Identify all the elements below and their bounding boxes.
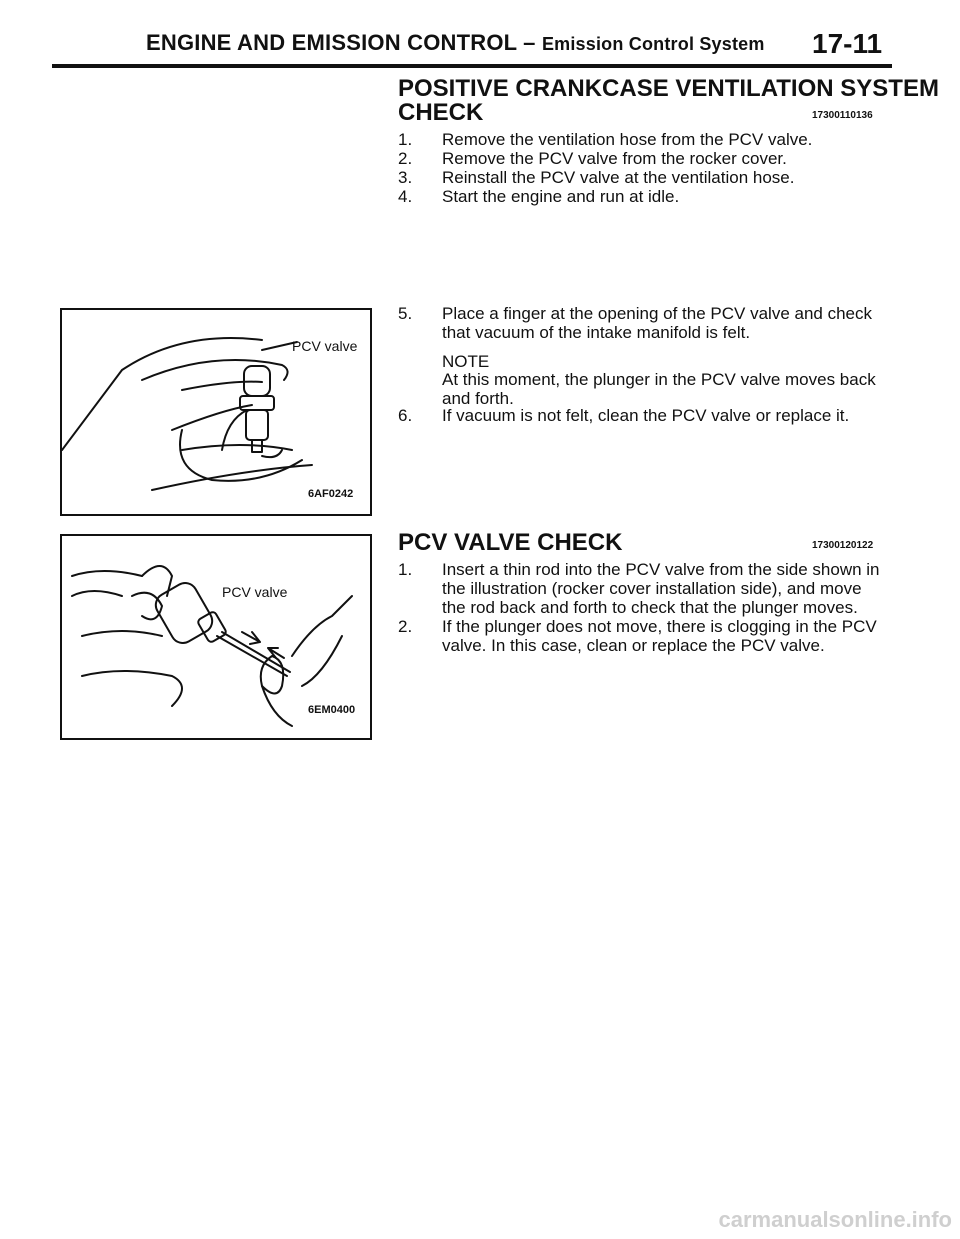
figure-pcv-valve-rod (60, 534, 372, 740)
section-code: 17300120122 (812, 540, 874, 551)
note-label: NOTE (442, 352, 490, 371)
steps-list-2 (398, 304, 884, 342)
list-item: 5. Place a finger at the opening of the PCV valve and check that vacuum of the intake manifold is felt. (398, 304, 872, 342)
section-code: 17300110136 (812, 110, 873, 121)
steps-list-4 (398, 560, 884, 655)
section-title-pcv-system: POSITIVE CRANKCASE VENTILATION SYSTEM (398, 75, 939, 102)
note-text: At this moment, the plunger in the PCV valve moves back and forth. (442, 370, 876, 408)
list-item: 1. Remove the ventilation hose from the PCV valve. (398, 130, 813, 149)
figure-pcv-valve-finger (60, 308, 372, 516)
list-item: 2. If the plunger does not move, there is clogging in the PCV valve. In this case, clean or replace the PCV valve. (398, 617, 877, 655)
list-item: 1. Insert a thin rod into the PCV valve from the side shown in the illustration (rocker cover installation side), and move the rod back and forth to check that the plunger moves. (398, 560, 880, 617)
figure-code: 6AF0242 (308, 488, 354, 500)
list-item: 4. Start the engine and run at idle. (398, 187, 680, 206)
section-title-pcv-valve-check: PCV VALVE CHECK (398, 529, 623, 556)
page-header-title (146, 30, 765, 56)
section-title-check: CHECK (398, 99, 484, 126)
footer-watermark: carmanualsonline.info (718, 1207, 952, 1232)
header-title-main: ENGINE AND EMISSION CONTROL – (146, 30, 536, 55)
list-item: 6. If vacuum is not felt, clean the PCV valve or replace it. (398, 406, 850, 425)
steps-list-3 (398, 406, 884, 425)
header-title-sub: Emission Control System (541, 34, 765, 54)
figure-code: 6EM0400 (308, 704, 356, 716)
list-item: 2. Remove the PCV valve from the rocker cover. (398, 149, 787, 168)
list-item: 3. Reinstall the PCV valve at the ventilation hose. (398, 168, 795, 187)
page-number: 17-11 (812, 28, 883, 59)
steps-list-1 (398, 130, 878, 206)
figure-label: PCV valve (222, 584, 288, 600)
header-divider (52, 64, 892, 68)
figure-label: PCV valve (292, 338, 358, 354)
